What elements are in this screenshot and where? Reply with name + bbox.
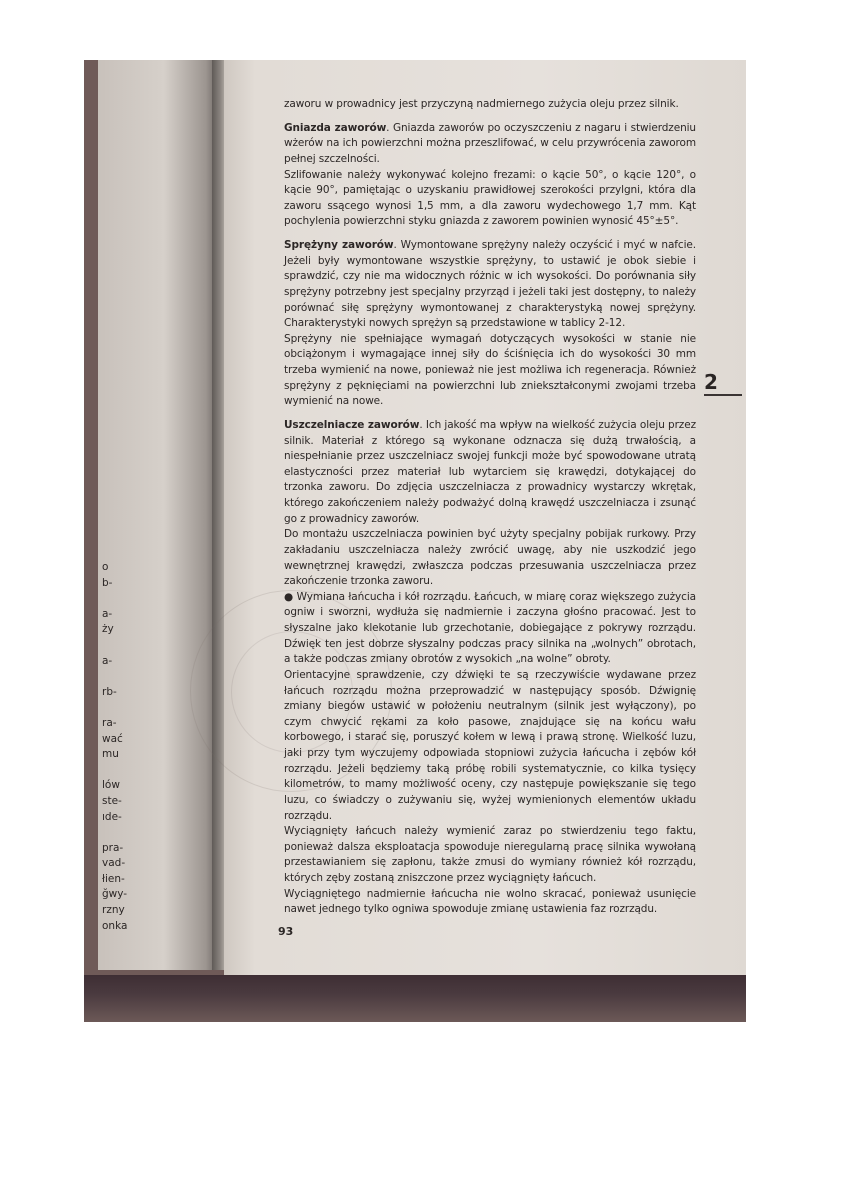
paragraph: zaworu w prowadnicy jest przyczyną nadmiernego zużycia oleju przez silnik. bbox=[284, 98, 679, 110]
paragraph: Wyciągniętego nadmiernie łańcucha nie wolno skracać, ponieważ usunięcie nawet jednego tylko ogniwa spowoduje zmianę ustawienia faz rozrządu. bbox=[284, 887, 696, 916]
left-margin-fragments: o b- a- ży a- rb- ra- wać mu lów ste- ıde- pra- vad- łien- ğwy- rzny onka bbox=[102, 561, 128, 932]
paragraph: Sprężyny nie spełniające wymagań dotyczących wysokości w stanie nie obciążonym i wymagające innej siły do ściśnięcia ich do wysokości 30 mm trzeba wymienić na nowe, ponieważ nie jest możliwa ich regeneracja. Również sprężyny z pęknięciami na powierzchni lub zniekształconymi zwojami trzeba wymienić na nowe. bbox=[284, 332, 696, 408]
paragraph: Szlifowanie należy wykonywać kolejno frezami: o kącie 50°, o kącie 120°, o kącie 90°, pamiętając o uzyskaniu prawidłowej szerokości przylgni, która dla zaworu ssącego wynosi 1,5 mm, a dla zaworu wydechowego 1,7 mm. Kąt pochylenia powierzchni styku gniazda z zaworem powinien wynosić 45°±5°. bbox=[284, 168, 696, 228]
paragraph: Orientacyjne sprawdzenie, czy dźwięki te są rzeczywiście wydawane przez łańcuch rozrządu można przeprowadzić w następujący sposób. Dźwignię zmiany biegów ustawić w położeniu neutralnym (silnik jest wyłączony), po czym chwycić rękami za koło pasowe, znajdujące się na końcu wału korbowego, i starać się, poruszyć kołem w lewą i prawą stronę. Wielkość luzu, jaki przy tym wyczujemy odpowiada stopniowi zużycia łańcucha i zębów kół rozrządu. Jeżeli będziemy taką próbę robili systematycznie, co kilka tysięcy kilometrów, to mamy możliwość oceny, czy następuje powiększanie się tego luzu, co świadczy o zużywaniu się, wyżej wymienionych elementów układu rozrządu. bbox=[284, 668, 696, 822]
paragraph: ● Wymiana łańcucha i kół rozrządu. Łańcuch, w miarę coraz większego zużycia ogniw i sworzni, wydłuża się nadmiernie i zaczyna głośno pracować. Jest to słyszalne jako klekotanie lub grzechotanie, dobiegające z pokrywy rozrządu. Dźwięk ten jest dobrze słyszalny podczas pracy silnika na „wolnych” obrotach, a także podczas zmiany obrotów z wysokich „na wolne” obroty. bbox=[284, 590, 696, 666]
left-page bbox=[98, 60, 218, 970]
page-body-text bbox=[284, 97, 696, 918]
page-number: 93 bbox=[278, 925, 294, 938]
paragraph: Sprężyny zaworów. Wymontowane sprężyny należy oczyścić i myć w nafcie. Jeżeli były wymontowane wszystkie sprężyny, to ustawić je obok siebie i sprawdzić, czy nie ma widocznych różnic w ich wysokości. Do porównania siły sprężyny potrzebny jest specjalny przyrząd i jeżeli taki jest dostępny, to należy porównać siłę sprężyny wymontowanej z charakterystyką nowej sprężyny. Charakterystyki nowych sprężyn są przedstawione w tablicy 2-12. bbox=[284, 239, 696, 330]
section-heading: Uszczelniacze zaworów bbox=[284, 418, 420, 431]
section-heading: Gniazda zaworów bbox=[284, 121, 387, 134]
book-cover-edge bbox=[84, 975, 746, 1022]
chapter-marker-rule bbox=[704, 394, 742, 396]
paragraph: Uszczelniacze zaworów. Ich jakość ma wpływ na wielkość zużycia oleju przez silnik. Materiał z którego są wykonane odznacza się dużą trwałością, a niespełnianie przez uszczelniacz swojej funkcji może być spowodowane utratą elastyczności przez materiał lub wytarciem się krawędzi, dotykającej do trzonka zaworu. Do zdjęcia uszczelniacza z prowadnicy wystarczy wkrętak, którego zakończeniem należy podważyć dolną krawędź uszczelniacza i zsunąć go z prowadnicy zaworów. bbox=[284, 418, 696, 525]
paragraph: Wyciągnięty łańcuch należy wymienić zaraz po stwierdzeniu tego faktu, ponieważ dalsza eksploatacja spowoduje nieregularną pracę silnika wywołaną przestawianiem się zapłonu, także zmusi do wymiany również kół rozrządu, których zęby zostaną zniszczone przez wyciągnięty łańcuch. bbox=[284, 825, 696, 884]
paragraph: Do montażu uszczelniacza powinien być użyty specjalny pobijak rurkowy. Przy zakładaniu uszczelniacza należy zwrócić uwagę, aby nie uszkodzić jego wewnętrznej krawędzi, zwłaszcza podczas przesuwania uszczelniacza przez zakończenie trzonka zaworu. bbox=[284, 528, 696, 588]
chapter-marker: 2 bbox=[704, 370, 718, 394]
paragraph: Gniazda zaworów. Gniazda zaworów po oczyszczeniu z nagaru i stwierdzeniu wżerów na ich powierzchni można przeszlifować, w celu przywrócenia zaworom pełnej szczelności. bbox=[284, 121, 696, 165]
section-heading: Sprężyny zaworów bbox=[284, 239, 394, 251]
